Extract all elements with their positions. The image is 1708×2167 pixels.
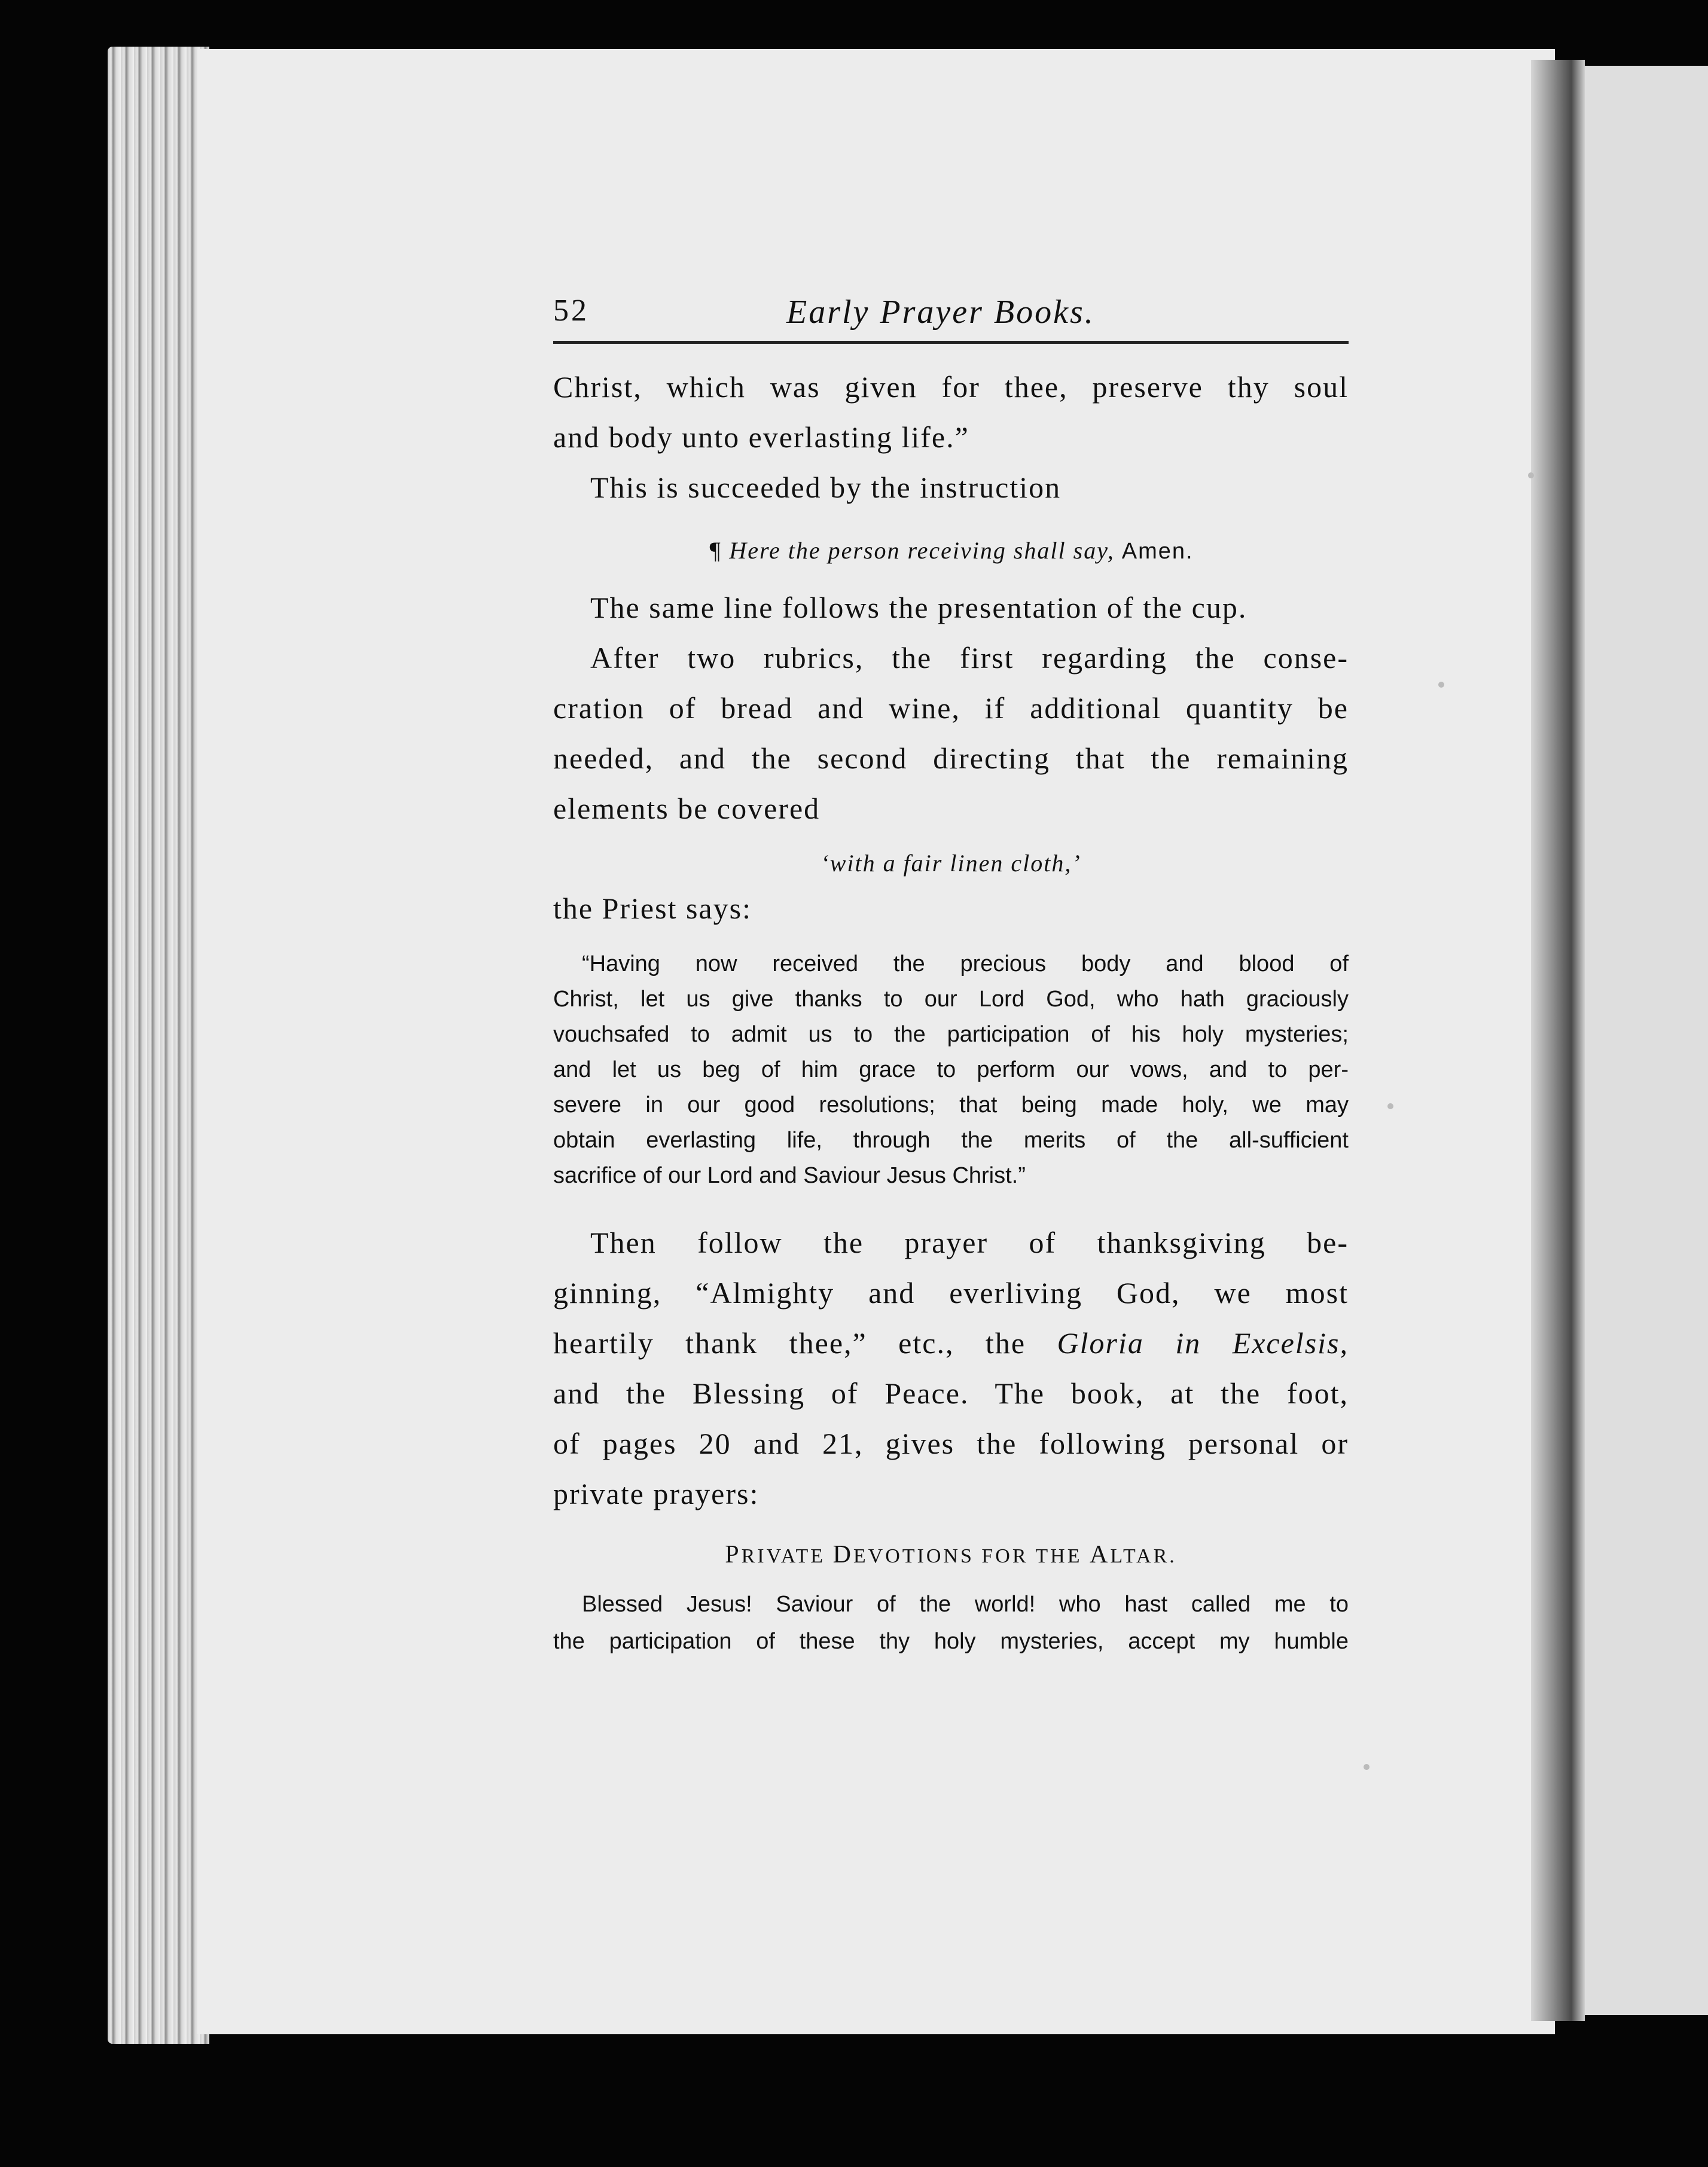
paragraph-1 [553, 362, 1349, 462]
heading-cap: P [725, 1541, 742, 1568]
paragraph-2 [553, 462, 1349, 512]
text-line: cration of bread and wine, if additional quantity be [553, 691, 1349, 725]
text-line: of pages 20 and 21, gives the following personal or [553, 1427, 1349, 1460]
quote-line: Christ, let us give thanks to our Lord God, who hath graciously [553, 987, 1349, 1012]
quote-line: severe in our good resolutions; that being made holy, we may [553, 1092, 1349, 1118]
paper-speck [1387, 1103, 1393, 1109]
priest-says-line: the Priest says: [553, 892, 752, 925]
text-line: and the Blessing of Peace. The book, at the foot, [553, 1376, 1349, 1410]
running-title: Early Prayer Books. [786, 294, 1095, 331]
book-page-edges [108, 47, 209, 2044]
text-line: This is succeeded by the instruction [590, 471, 1062, 504]
devotion-text [553, 1586, 1349, 1660]
heading-cap: A [1090, 1541, 1111, 1568]
heading-text: EVOTIONS FOR THE [853, 1545, 1090, 1567]
text-line: ginning, “Almighty and everliving God, we most [553, 1276, 1349, 1310]
quote-line: vouchsafed to admit us to the participation of his holy mysteries; [553, 1022, 1349, 1047]
text-line [553, 1318, 1349, 1368]
text-line: elements be covered [553, 792, 821, 825]
rubric-amen-word: Amen. [1121, 539, 1194, 564]
paper-speck [1528, 472, 1534, 478]
section-heading [553, 1540, 1349, 1569]
text-line: needed, and the second directing that the remaining [553, 741, 1349, 775]
quote-line: sacrifice of our Lord and Saviour Jesus Christ.” [553, 1163, 1026, 1188]
quote-line: and let us beg of him grace to perform our vows, and to per- [553, 1057, 1349, 1082]
rubric-text: ‘with a fair linen cloth,’ [821, 850, 1081, 877]
text-segment: heartily thank thee,” etc., the [553, 1326, 1057, 1360]
book-gutter [1531, 60, 1585, 2021]
devotion-line: the participation of these thy holy mysteries, accept my humble [553, 1629, 1349, 1654]
gloria-in-excelsis: Gloria in Excelsis, [1057, 1326, 1349, 1360]
rubric-text: ¶ Here the person receiving shall say, [708, 537, 1115, 564]
paragraph-4 [553, 1217, 1349, 1519]
text-line: private prayers: [553, 1477, 760, 1510]
facing-page-edge [1585, 66, 1708, 2015]
text-line: The same line follows the presentation of the cup. [590, 591, 1248, 624]
paragraph-3 [553, 582, 1349, 834]
text-line: and body unto everlasting life.” [553, 420, 969, 454]
text-line: Christ, which was given for thee, preserve thy soul [553, 370, 1349, 404]
text-line: Then follow the prayer of thanksgiving be- [590, 1226, 1349, 1259]
paper-speck [1438, 682, 1444, 688]
quote-line: “Having now received the precious body and blood of [582, 951, 1349, 976]
page-text [553, 287, 1349, 1660]
paper-speck [1364, 1764, 1370, 1770]
quote-line: obtain everlasting life, through the merits of the all-sufficient [553, 1128, 1349, 1153]
devotion-line: Blessed Jesus! Saviour of the world! who hast called me to [582, 1592, 1349, 1617]
heading-cap: D [832, 1541, 853, 1568]
heading-text: RIVATE [741, 1545, 833, 1567]
text-line: After two rubrics, the first regarding the conse- [590, 641, 1349, 674]
page-number: 52 [553, 294, 589, 328]
rubric-linen-cloth [553, 849, 1349, 877]
heading-text: LTAR. [1110, 1545, 1177, 1567]
running-header [553, 287, 1349, 344]
rubric-amen [553, 536, 1349, 564]
thanksgiving-quote [553, 947, 1349, 1194]
